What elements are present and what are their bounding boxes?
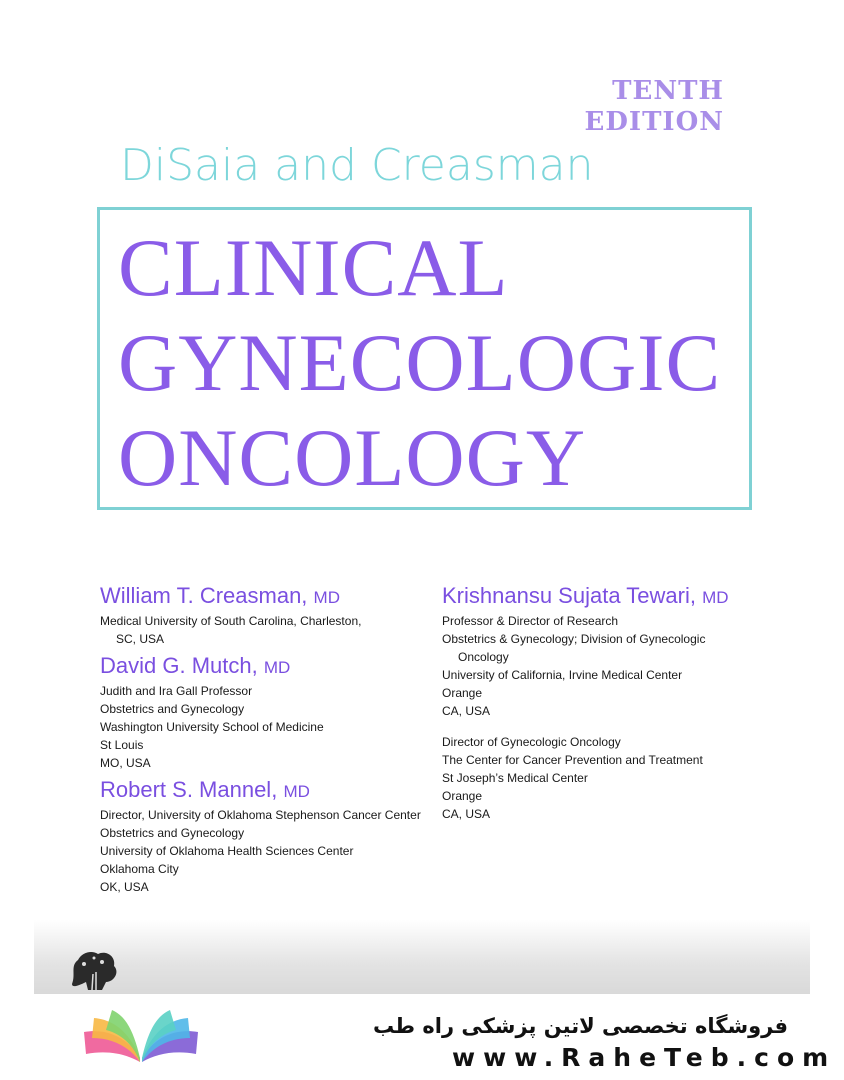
- affiliation-line: Medical University of South Carolina, Charleston,: [100, 614, 362, 628]
- affiliation-line: St Louis: [100, 738, 144, 752]
- author-degree: MD: [702, 588, 729, 607]
- affiliation-line: University of Oklahoma Health Sciences Center: [100, 844, 354, 858]
- affiliation-line: SC, USA: [116, 632, 165, 646]
- affiliation-line: Orange: [442, 789, 483, 803]
- edition-line-1: TENTH: [612, 76, 724, 106]
- author-degree: MD: [313, 588, 340, 607]
- book-subtitle: DiSaia and Creasman: [120, 140, 594, 191]
- edition-label: [560, 76, 724, 138]
- affiliation-line: CA, USA: [442, 807, 491, 821]
- author-name: [442, 582, 772, 612]
- store-name-persian: فروشگاه تخصصی لاتین پزشکی راه طب: [373, 1014, 788, 1038]
- author-mannel: [100, 776, 430, 896]
- authors-right-column: [442, 582, 772, 823]
- authors-left-column: [100, 582, 430, 900]
- book-logo-icon: [78, 1008, 204, 1066]
- affiliation-line: Obstetrics & Gynecology; Division of Gynecologic: [442, 632, 706, 646]
- author-mutch: [100, 652, 430, 772]
- affiliation-line: Oncology: [458, 650, 509, 664]
- affiliation-line: OK, USA: [100, 880, 149, 894]
- author-name-text: David G. Mutch,: [100, 653, 264, 678]
- title-line-2: GYNECOLOGIC: [118, 317, 722, 408]
- author-name: [100, 776, 430, 806]
- affiliation-line: Obstetrics and Gynecology: [100, 702, 245, 716]
- author-name: [100, 652, 430, 682]
- affiliation-line: Orange: [442, 686, 483, 700]
- affiliation-line: Judith and Ira Gall Professor: [100, 684, 253, 698]
- affiliation-line: Director, University of Oklahoma Stephenson Cancer Center: [100, 808, 421, 822]
- author-name: [100, 582, 430, 612]
- affiliation-line: The Center for Cancer Prevention and Treatment: [442, 753, 703, 767]
- title-line-3: ONCOLOGY: [118, 412, 587, 503]
- footer-gradient-band: [34, 920, 810, 994]
- author-name-text: Krishnansu Sujata Tewari,: [442, 583, 703, 608]
- store-url-link[interactable]: www.RaheTeb.com: [452, 1043, 837, 1072]
- author-creasman: [100, 582, 430, 648]
- author-degree: MD: [263, 658, 291, 677]
- affiliation-line: Washington University School of Medicine: [100, 720, 324, 734]
- affiliation-line: Director of Gynecologic Oncology: [442, 735, 621, 749]
- affiliation-line: CA, USA: [442, 704, 491, 718]
- edition-line-2: EDITION: [584, 107, 724, 137]
- spacer: [442, 720, 772, 733]
- author-name-text: Robert S. Mannel,: [100, 777, 284, 802]
- author-degree: MD: [283, 782, 310, 801]
- affiliation-line: MO, USA: [100, 756, 151, 770]
- affiliation-line: Obstetrics and Gynecology: [100, 826, 245, 840]
- publisher-tree-logo-icon: [66, 944, 122, 992]
- affiliation-line: Oklahoma City: [100, 862, 179, 876]
- affiliation-line: St Joseph’s Medical Center: [442, 771, 588, 785]
- affiliation-line: Professor & Director of Research: [442, 614, 619, 628]
- affiliation-line: University of California, Irvine Medical Center: [442, 668, 683, 682]
- title-line-1: CLINICAL: [118, 222, 509, 313]
- author-name-text: William T. Creasman,: [100, 583, 314, 608]
